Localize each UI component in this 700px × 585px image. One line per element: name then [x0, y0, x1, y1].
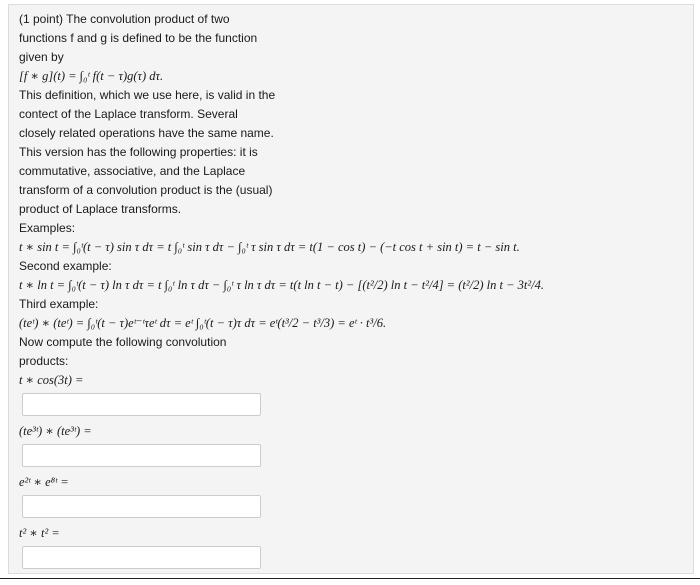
question-label-2: (te³ᵗ) ∗ (te³ᵗ) = [19, 424, 92, 438]
second-example-label: Second example: [19, 259, 112, 273]
example-formula-3: (teᵗ) ∗ (teᵗ) = ∫₀ᵗ(t − τ)eᵗ⁻ᵗτeᵗ dτ = eᵗ ∫₀ᵗ(t − τ)τ dτ = eᵗ(t³/2 − t³/3) = eᵗ · t³/6. [19, 316, 387, 330]
bottom-divider [0, 578, 700, 579]
description-line: closely related operations have the same name. [19, 126, 274, 140]
answer-input-4[interactable] [22, 546, 261, 569]
description-line: This version has the following properties: it is [19, 145, 258, 159]
description-line: commutative, associative, and the Laplace [19, 164, 246, 178]
description-line: contect of the Laplace transform. Several [19, 107, 238, 121]
intro-line: (1 point) The convolution product of two [19, 12, 230, 26]
intro-line: functions f and g is defined to be the function [19, 31, 258, 45]
description-line: product of Laplace transforms. [19, 202, 182, 216]
answer-input-1[interactable] [22, 393, 261, 416]
third-example-label: Third example: [19, 297, 99, 311]
description-line: transform of a convolution product is the (usual) [19, 183, 273, 197]
example-formula-1: t ∗ sin t = ∫₀ᵗ(t − τ) sin τ dτ = t ∫₀ᵗ sin τ dτ − ∫₀ᵗ τ sin τ dτ = t(1 − cos t) − (−t cos t + sin t) = t − sin t. [19, 240, 520, 254]
question-label-3: e²ᵗ ∗ e⁸ᵗ = [19, 475, 69, 489]
answer-input-3[interactable] [22, 495, 261, 518]
definition-formula: [f ∗ g](t) = ∫₀ᵗ f(t − τ)g(τ) dτ. [19, 69, 164, 83]
instruction-line: Now compute the following convolution [19, 335, 227, 349]
examples-label: Examples: [19, 221, 76, 235]
problem-content [19, 10, 689, 572]
question-label-4: t² ∗ t² = [19, 526, 60, 540]
question-label-1: t ∗ cos(3t) = [19, 373, 84, 387]
example-formula-2: t ∗ ln t = ∫₀ᵗ(t − τ) ln τ dτ = t ∫₀ᵗ ln τ dτ − ∫₀ᵗ τ ln τ dτ = t(t ln t − t) − [(t²/2) ln t − t²/4] = (t²/2) ln t − 3t²/4. [19, 278, 544, 292]
answer-input-2[interactable] [22, 444, 261, 467]
instruction-line: products: [19, 354, 69, 368]
intro-line: given by [19, 50, 64, 64]
description-line: This definition, which we use here, is valid in the [19, 88, 276, 102]
problem-panel [8, 4, 694, 574]
